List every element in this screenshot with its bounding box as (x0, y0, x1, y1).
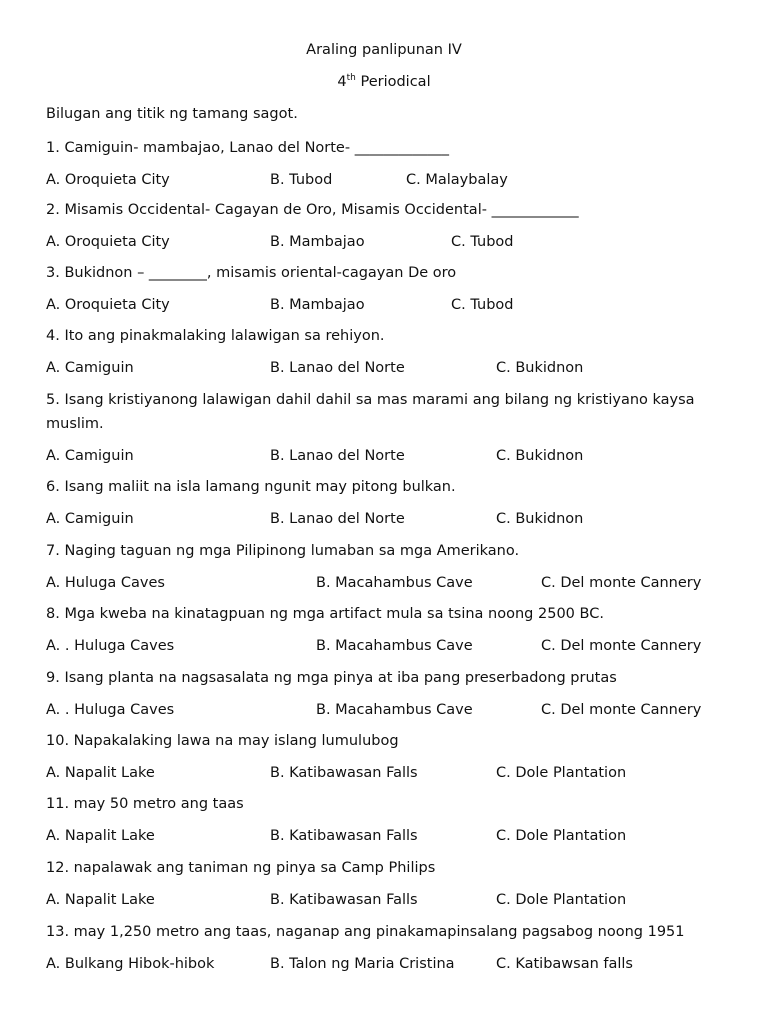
question-item (46, 856, 736, 912)
choice-c[interactable]: C. Bukidnon (496, 360, 584, 376)
choice-row (46, 634, 736, 658)
choice-b[interactable]: B. Katibawasan Falls (270, 828, 418, 844)
choice-a[interactable]: A. Napalit Lake (46, 765, 155, 781)
choice-a[interactable]: A. Huluga Caves (46, 575, 165, 591)
choice-c[interactable]: C. Bukidnon (496, 511, 584, 527)
choice-row (46, 507, 736, 531)
choice-b[interactable]: B. Katibawasan Falls (270, 765, 418, 781)
question-text: 9. Isang planta na nagsasalata ng mga pinya at iba pang preserbadong prutas (46, 670, 617, 686)
choice-b[interactable]: B. Katibawasan Falls (270, 892, 418, 908)
question-item (46, 136, 736, 192)
choice-c[interactable]: C. Del monte Cannery (541, 702, 702, 718)
question-item (46, 324, 736, 380)
choice-a[interactable]: A. Oroquieta City (46, 234, 170, 250)
choice-b[interactable]: B. Lanao del Norte (270, 448, 405, 464)
question-item (46, 198, 736, 254)
choice-row (46, 356, 736, 380)
choice-b[interactable]: B. Macahambus Cave (316, 575, 473, 591)
choice-a[interactable]: A. . Huluga Caves (46, 638, 175, 654)
choice-c[interactable]: C. Katibawsan falls (496, 956, 633, 972)
question-text: 8. Mga kweba na kinatagpuan ng mga artifact mula sa tsina noong 2500 BC. (46, 606, 604, 622)
choice-a[interactable]: A. Camiguin (46, 448, 134, 464)
choice-a[interactable]: A. Napalit Lake (46, 892, 155, 908)
choice-b[interactable]: B. Lanao del Norte (270, 360, 405, 376)
exam-title: Araling panlipunan IV (306, 42, 462, 58)
period-number: 4 (337, 74, 347, 90)
choice-row (46, 230, 736, 254)
choice-c[interactable]: C. Malaybalay (406, 172, 508, 188)
question-text: 3. Bukidnon – ________, misamis oriental-cagayan De oro (46, 265, 457, 281)
choice-c[interactable]: C. Del monte Cannery (541, 638, 702, 654)
choice-row (46, 761, 736, 785)
question-item (46, 475, 736, 531)
question-text: 13. may 1,250 metro ang taas, naganap ang pinakamapinsalang pagsabog noong 1951 (46, 924, 685, 940)
question-item (46, 920, 736, 976)
choice-row (46, 952, 736, 976)
choice-a[interactable]: A. Camiguin (46, 360, 134, 376)
question-text: 11. may 50 metro ang taas (46, 796, 244, 812)
choice-row (46, 168, 736, 192)
choice-b[interactable]: B. Mambajao (270, 297, 365, 313)
choice-b[interactable]: B. Lanao del Norte (270, 511, 405, 527)
question-item (46, 261, 736, 317)
choice-row (46, 444, 736, 468)
choice-row (46, 293, 736, 317)
question-item (46, 666, 736, 722)
choice-a[interactable]: A. Oroquieta City (46, 297, 170, 313)
question-text: 2. Misamis Occidental- Cagayan de Oro, Misamis Occidental- ____________ (46, 202, 579, 218)
question-text: 6. Isang maliit na isla lamang ngunit may pitong bulkan. (46, 479, 456, 495)
choice-row (46, 698, 736, 722)
choice-row (46, 824, 736, 848)
question-item (46, 729, 736, 785)
choice-row (46, 571, 736, 595)
choice-c[interactable]: C. Tubod (451, 297, 514, 313)
question-text: 4. Ito ang pinakmalaking lalawigan sa rehiyon. (46, 328, 385, 344)
choice-a[interactable]: A. Camiguin (46, 511, 134, 527)
exam-subtitle (0, 72, 768, 92)
period-suffix: th (346, 73, 356, 84)
choice-b[interactable]: B. Macahambus Cave (316, 638, 473, 654)
question-item (46, 388, 736, 468)
choice-c[interactable]: C. Del monte Cannery (541, 575, 702, 591)
question-text: 10. Napakalaking lawa na may islang lumulubog (46, 733, 399, 749)
question-item (46, 792, 736, 848)
choice-c[interactable]: C. Bukidnon (496, 448, 584, 464)
choice-row (46, 888, 736, 912)
period-label: Periodical (360, 74, 431, 90)
choice-b[interactable]: B. Talon ng Maria Cristina (270, 956, 455, 972)
question-item (46, 602, 736, 658)
question-text: 12. napalawak ang taniman ng pinya sa Camp Philips (46, 860, 436, 876)
choice-a[interactable]: A. Bulkang Hibok-hibok (46, 956, 215, 972)
question-text: 7. Naging taguan ng mga Pilipinong lumaban sa mga Amerikano. (46, 543, 520, 559)
choice-c[interactable]: C. Dole Plantation (496, 765, 627, 781)
instructions: Bilugan ang titik ng tamang sagot. (46, 106, 298, 122)
choice-b[interactable]: B. Macahambus Cave (316, 702, 473, 718)
choice-b[interactable]: B. Tubod (270, 172, 333, 188)
choice-a[interactable]: A. . Huluga Caves (46, 702, 175, 718)
question-text: 1. Camiguin- mambajao, Lanao del Norte- _____________ (46, 140, 449, 156)
question-text: 5. Isang kristiyanong lalawigan dahil dahil sa mas marami ang bilang ng kristiyano kaysa muslim. (46, 392, 695, 432)
question-item (46, 539, 736, 595)
choice-a[interactable]: A. Oroquieta City (46, 172, 170, 188)
choice-a[interactable]: A. Napalit Lake (46, 828, 155, 844)
choice-c[interactable]: C. Dole Plantation (496, 892, 627, 908)
choice-b[interactable]: B. Mambajao (270, 234, 365, 250)
choice-c[interactable]: C. Tubod (451, 234, 514, 250)
choice-c[interactable]: C. Dole Plantation (496, 828, 627, 844)
